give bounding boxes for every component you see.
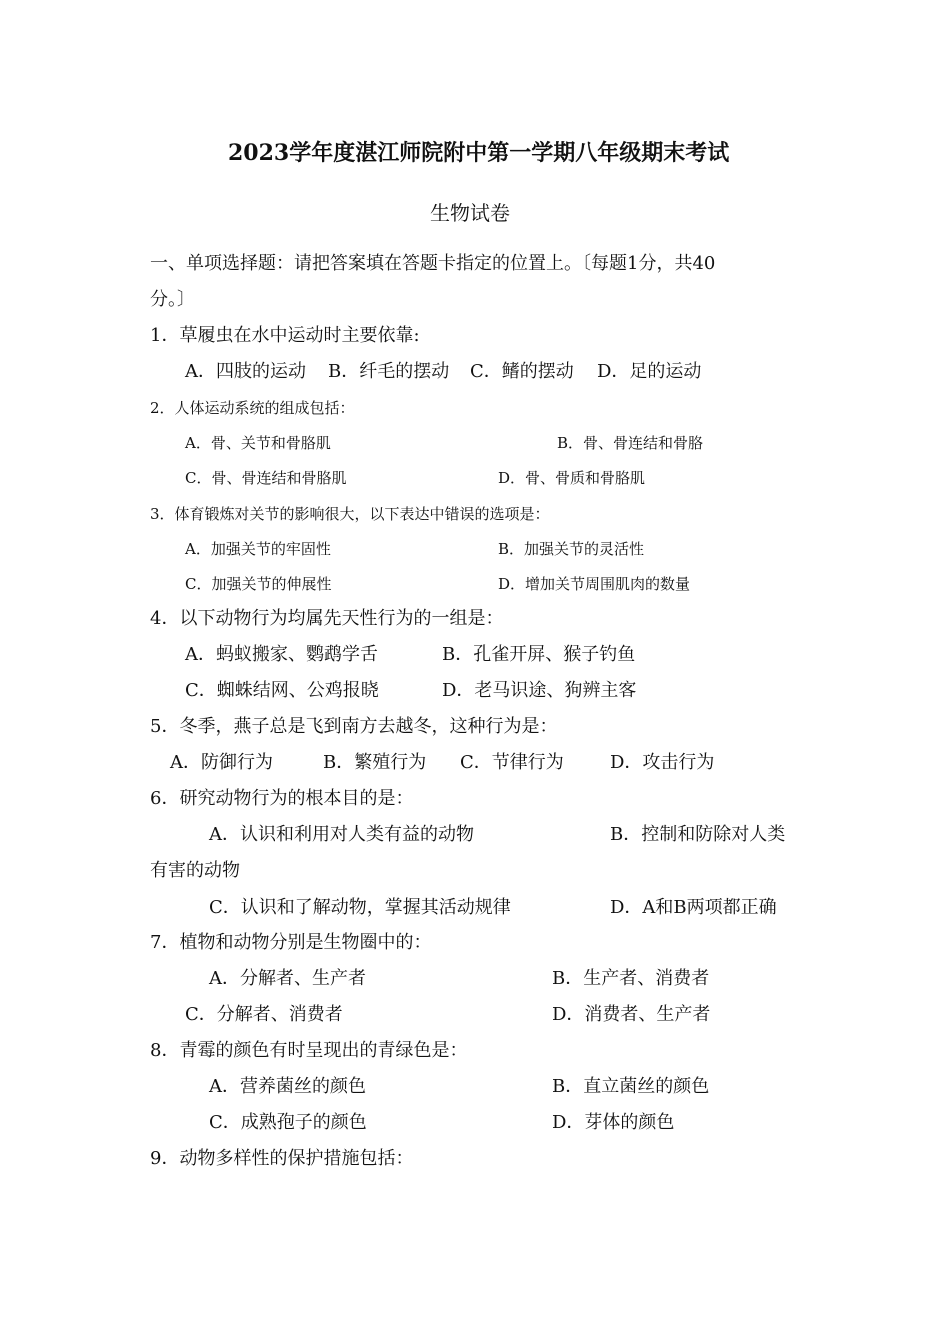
question-1-stem: 1．草履虫在水中运动时主要依靠:	[150, 325, 420, 346]
question-1-option-d: D．足的运动	[597, 361, 702, 382]
question-6-option-a: A．认识和利用对人类有益的动物	[209, 824, 474, 845]
question-9-stem: 9．动物多样性的保护措施包括：	[150, 1148, 414, 1169]
question-6-option-d: D．A和B两项都正确	[610, 897, 777, 918]
question-8-option-b: B．直立菌丝的颜色	[552, 1076, 710, 1097]
question-5-stem: 5．冬季，燕子总是飞到南方去越冬，这种行为是：	[150, 716, 558, 737]
question-4-option-b: B．孔雀开屏、猴子钓鱼	[442, 644, 636, 665]
question-3-option-b: B．加强关节的灵活性	[498, 540, 645, 558]
question-8-option-c: C．成熟孢子的颜色	[209, 1112, 367, 1133]
section-heading: 一、单项选择题：请把答案填在答题卡指定的位置上。〔每题1分，共40	[150, 253, 716, 274]
question-6-stem: 6．研究动物行为的根本目的是：	[150, 788, 414, 809]
question-5-option-a: A．防御行为	[170, 752, 273, 773]
question-7-stem: 7．植物和动物分别是生物圈中的：	[150, 932, 432, 953]
question-6-option-b-cont: 有害的动物	[150, 860, 240, 881]
section-heading-cont: 分。〕	[150, 289, 195, 310]
question-5-option-d: D．攻击行为	[610, 752, 715, 773]
question-3-option-c: C．加强关节的伸展性	[185, 575, 332, 593]
question-4-option-d: D．老马识途、狗辨主客	[442, 680, 637, 701]
question-4-option-c: C．蜘蛛结网、公鸡报晓	[185, 680, 379, 701]
question-1-option-c: C．鳍的摆动	[470, 361, 574, 382]
question-2-stem: 2．人体运动系统的组成包括：	[150, 399, 355, 417]
question-2-option-b: B．骨、骨连结和骨胳	[557, 434, 704, 452]
question-1-option-b: B．纤毛的摆动	[328, 361, 450, 382]
question-4-stem: 4．以下动物行为均属先天性行为的一组是：	[150, 608, 504, 629]
question-7-option-a: A．分解者、生产者	[209, 968, 366, 989]
question-8-option-d: D．芽体的颜色	[552, 1112, 675, 1133]
exam-subtitle: 生物试卷	[430, 201, 510, 225]
question-3-option-d: D．增加关节周围肌肉的数量	[498, 575, 691, 593]
question-8-option-a: A．营养菌丝的颜色	[209, 1076, 366, 1097]
question-2-option-d: D．骨、骨质和骨胳肌	[498, 469, 646, 487]
question-7-option-b: B．生产者、消费者	[552, 968, 710, 989]
question-4-option-a: A．蚂蚁搬家、鹦鹉学舌	[185, 644, 378, 665]
question-3-stem: 3．体育锻炼对关节的影响很大，以下表达中错误的选项是：	[150, 505, 550, 523]
question-1-option-a: A．四肢的运动	[185, 361, 306, 382]
exam-title: 2023学年度湛江师院附中第一学期八年级期末考试	[228, 140, 730, 166]
question-5-option-c: C．节律行为	[460, 752, 564, 773]
question-2-option-a: A．骨、关节和骨胳肌	[185, 434, 331, 452]
question-7-option-d: D．消费者、生产者	[552, 1004, 711, 1025]
question-2-option-c: C．骨、骨连结和骨胳肌	[185, 469, 347, 487]
question-7-option-c: C．分解者、消费者	[185, 1004, 343, 1025]
question-6-option-b: B．控制和防除对人类	[610, 824, 786, 845]
question-5-option-b: B．繁殖行为	[323, 752, 427, 773]
question-3-option-a: A．加强关节的牢固性	[185, 540, 331, 558]
question-8-stem: 8．青霉的颜色有时呈现出的青绿色是：	[150, 1040, 468, 1061]
question-6-option-c: C．认识和了解动物，掌握其活动规律	[209, 897, 511, 918]
